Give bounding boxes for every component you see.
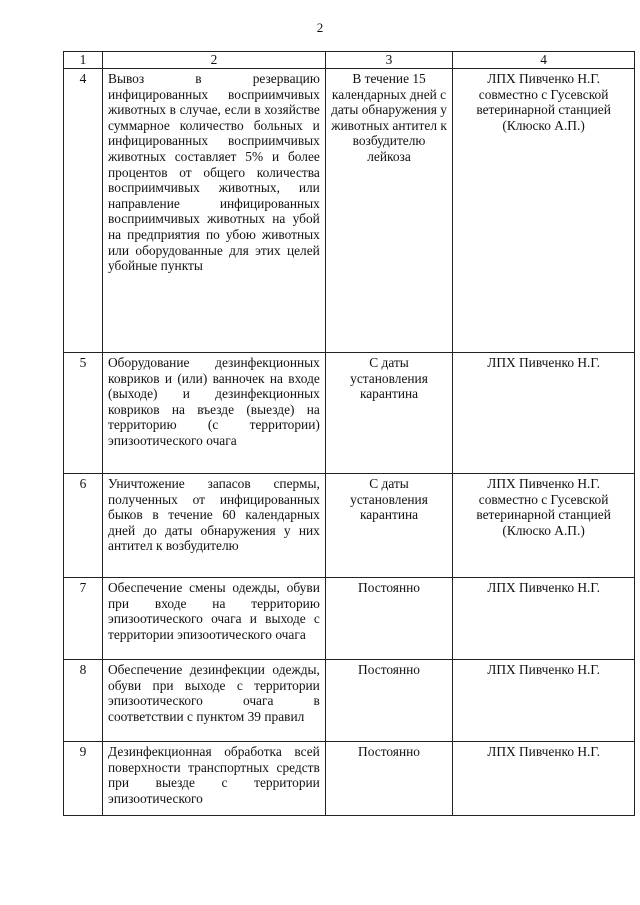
measure-cell: Оборудование дезинфекционных ковриков и (или) ванночек на входе (выходе) и дезинфекционных ковриков на въезде (выезде) на территорию (с территории) эпизоотического очага [103,353,326,474]
row-number: 5 [64,353,103,474]
measure-cell: Обеспечение смены одежды, обуви при входе на территорию эпизоотического очага и выходе с территории эпизоотического очага [103,578,326,660]
deadline-cell: С даты установления карантина [325,353,452,474]
column-header-2: 2 [103,52,326,69]
measure-cell: Дезинфекционная обработка всей поверхности транспортных средств при выезде с территории эпизоотического [103,742,326,816]
deadline-cell: Постоянно [325,660,452,742]
measure-cell: Вывоз в резервацию инфицированных восприимчивых животных в случае, если в хозяйстве суммарное количество больных и инфицированных восприимчивых животных составляет 5% и более процентов от общего количества восприимчивых животных, или направление инфицированных восприимчивых животных на убой на предприятия по убою животных или оборудованные для этих целей убойные пункты [103,69,326,353]
table-header-row [64,52,635,69]
deadline-cell: В течение 15 календарных дней с даты обнаружения у животных антител к возбудителю лейкоза [325,69,452,353]
table-row [64,578,635,660]
responsible-cell: ЛПХ Пивченко Н.Г. совместно с Гусевской ветеринарной станцией (Клюско А.П.) [453,474,635,578]
table-row [64,742,635,816]
responsible-cell: ЛПХ Пивченко Н.Г. [453,578,635,660]
measure-cell: Обеспечение дезинфекции одежды, обуви при выходе с территории эпизоотического очага в соответствии с пунктом 39 правил [103,660,326,742]
responsible-cell: ЛПХ Пивченко Н.Г. [453,353,635,474]
row-number: 7 [64,578,103,660]
measures-table [63,51,635,816]
table-row [64,474,635,578]
column-header-4: 4 [453,52,635,69]
measure-cell: Уничтожение запасов спермы, полученных от инфицированных быков в течение 60 календарных дней до даты обнаружения у них антител к возбудителю [103,474,326,578]
table-row [64,69,635,353]
column-header-1: 1 [64,52,103,69]
table-row [64,353,635,474]
deadline-cell: Постоянно [325,742,452,816]
responsible-cell: ЛПХ Пивченко Н.Г. [453,742,635,816]
responsible-cell: ЛПХ Пивченко Н.Г. совместно с Гусевской ветеринарной станцией (Клюско А.П.) [453,69,635,353]
table-row [64,660,635,742]
page-number: 2 [316,20,324,35]
responsible-cell: ЛПХ Пивченко Н.Г. [453,660,635,742]
row-number: 8 [64,660,103,742]
row-number: 9 [64,742,103,816]
column-header-3: 3 [325,52,452,69]
deadline-cell: С даты установления карантина [325,474,452,578]
row-number: 6 [64,474,103,578]
deadline-cell: Постоянно [325,578,452,660]
row-number: 4 [64,69,103,353]
